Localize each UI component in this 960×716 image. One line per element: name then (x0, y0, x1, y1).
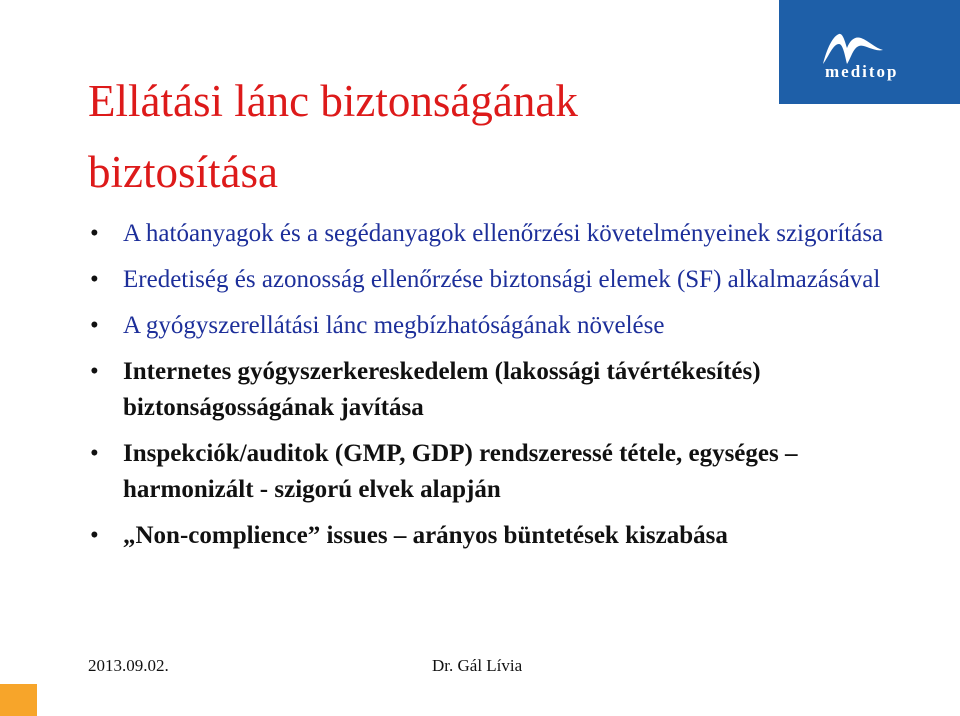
meditop-logo (779, 0, 960, 104)
bullet-dot: • (90, 266, 99, 293)
bullet-list (90, 216, 930, 564)
bullet-dot: • (90, 358, 99, 385)
bullet-text: Inspekciók/auditok (GMP, GDP) rendszeressé tétele, egységes – harmonizált - szigorú elvek alapján (123, 440, 798, 503)
bullet-dot: • (90, 522, 99, 549)
logo-text: meditop (825, 62, 899, 81)
footer-date: 2013.09.02. (88, 656, 169, 675)
bullet-text: Eredetiség és azonosság ellenőrzése biztonsági elemek (SF) alkalmazásával (123, 266, 881, 293)
bullet-item (90, 308, 930, 344)
bullet-text: „Non-complience” issues – arányos büntetések kiszabása (123, 522, 728, 549)
bullet-item (90, 354, 930, 426)
footer-author: Dr. Gál Lívia (432, 656, 523, 675)
bullet-dot: • (90, 220, 99, 247)
bullet-item (90, 262, 930, 298)
bullet-text: Internetes gyógyszerkereskedelem (lakossági távértékesítés) biztonságosságának javítása (123, 358, 761, 421)
corner-accent (0, 684, 37, 716)
bullet-text: A gyógyszerellátási lánc megbízhatóságának növelése (123, 312, 665, 339)
bullet-dot: • (90, 440, 99, 467)
bullet-item (90, 216, 930, 252)
bullet-item (90, 518, 930, 554)
bullet-dot: • (90, 312, 99, 339)
bullet-text: A hatóanyagok és a segédanyagok ellenőrzési követelményeinek szigorítása (123, 220, 884, 247)
slide-title: Ellátási lánc biztonságának biztosítása (88, 76, 578, 197)
bullet-item (90, 436, 930, 508)
